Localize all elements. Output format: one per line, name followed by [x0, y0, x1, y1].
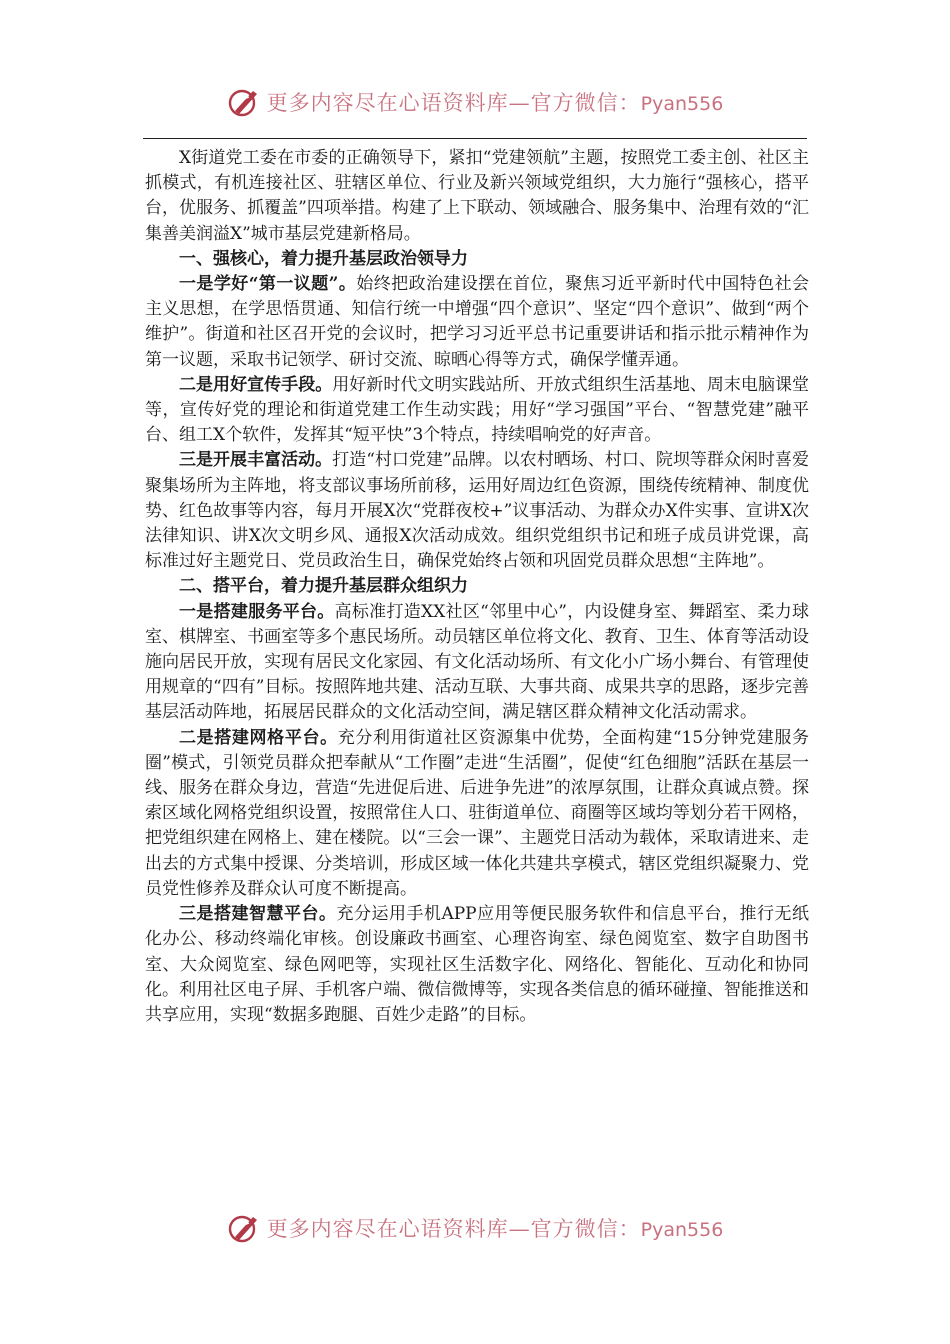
paragraph: [145, 448, 809, 574]
wechat-id: Pyan556: [640, 1219, 724, 1241]
paragraph-lead: 一是搭建服务平台。: [179, 601, 335, 622]
paragraph-lead: 三是开展丰富活动。: [179, 450, 333, 471]
paragraph: [145, 902, 809, 1028]
banner-text: 更多内容尽在心语资料库—官方微信：Pyan556: [266, 91, 724, 115]
paragraph: [145, 600, 809, 726]
pen-logo-icon: [227, 85, 261, 119]
paragraph-text: 高标准打造XX社区“邻里中心”，内设健身室、舞蹈室、柔力球室、棋牌室、书画室等多个惠民场所。动员辖区单位将文化、教育、卫生、体育等活动设施向居民开放，实现有居民文化家园、有文化活动场所、有文化小广场小舞台、有管理使用规章的“四有”目标。按照阵地共建、活动互联、大事共商、成果共享的思路，逐步完善基层活动阵地，拓展居民群众的文化活动空间，满足辖区群众精神文化活动需求。: [145, 601, 809, 723]
paragraph: [145, 726, 809, 902]
paragraph: [145, 272, 809, 373]
paragraph-lead: 三是搭建智慧平台。: [179, 904, 337, 925]
paragraph-text: 充分运用手机APP应用等便民服务软件和信息平台，推行无纸化办公、移动终端化审核。创设廉政书画室、心理咨询室、绿色阅览室、数字自助图书室、大众阅览室、绿色网吧等，实现社区生活数字化、网络化、智能化、互动化和协同化。利用社区电子屏、手机客户端、微信微博等，实现各类信息的循环碰撞、智能推送和共享应用，实现“数据多跑腿、百姓少走路”的目标。: [145, 904, 810, 1025]
paragraph-text: 充分利用街道社区资源集中优势，全面构建“15分钟党建服务圈”模式，引领党员群众把奉献从“工作圈”走进“生活圈”，促使“红色细胞”活跃在基层一线、服务在群众身边，营造“先进促后进、后进争先进”的浓厚氛围，让群众真诚点赞。探索区域化网格党组织设置，按照常住人口、驻街道单位、商圈等区域均等划分若干网格，把党组织建在网格上、建在楼院。以“三会一课”、主题党日活动为载体，采取请进来、走出去的方式集中授课、分类培训，形成区域一体化共建共享模式，辖区党组织凝聚力、党员党性修养及群众认可度不断提高。: [145, 727, 810, 899]
paragraph-lead: 二是用好宣传手段。: [179, 374, 333, 395]
paragraph-lead: 二是搭建网格平台。: [179, 727, 338, 748]
header-banner: [0, 82, 950, 122]
paragraph-text: 打造“村口党建”品牌。以农村晒场、村口、院坝等群众闲时喜爱聚集场所为主阵地，将支部议事场所前移，运用好周边红色资源，围绕传统精神、制度优势、红色故事等内容，每月开展X次“党群夜校+”议事活动、为群众办X件实事、宣讲X次法律知识、讲X次文明乡风、通报X次活动成效。组织党组织书记和班子成员讲党课，高标准过好主题党日、党员政治生日，确保党始终占领和巩固党员群众思想“主阵地”。: [145, 450, 809, 572]
paragraph: [145, 373, 809, 449]
intro-paragraph: X街道党工委在市委的正确领导下，紧扣“党建领航”主题，按照党工委主创、社区主抓模式，有机连接社区、驻辖区单位、行业及新兴领域党组织，大力施行“强核心，搭平台，优服务、抓覆盖”四项举措。构建了上下联动、领域融合、服务集中、治理有效的“汇集善美润溢X”城市基层党建新格局。: [145, 148, 809, 244]
pen-logo-icon: [227, 1211, 261, 1245]
header-divider: [143, 138, 807, 139]
section-heading: 一、强核心，着力提升基层政治领导力: [179, 248, 468, 269]
banner-text: 更多内容尽在心语资料库—官方微信：Pyan556: [266, 1217, 724, 1241]
wechat-id: Pyan556: [640, 93, 724, 115]
footer-banner: [0, 1208, 950, 1248]
section-heading: 二、搭平台，着力提升基层群众组织力: [179, 576, 468, 597]
document-body: [145, 146, 809, 1028]
paragraph-text: 始终把政治建设摆在首位，聚焦习近平新时代中国特色社会主义思想，在学思悟贯通、知信行统一中增强“四个意识”、坚定“四个意识”、做到“两个维护”。街道和社区召开党的会议时，把学习习近平总书记重要讲话和指示批示精神作为第一议题，采取书记领学、研讨交流、晾晒心得等方式，确保学懂弄通。: [145, 274, 810, 370]
paragraph-lead: 一是学好“第一议题”。: [179, 274, 357, 295]
paragraph-text: 用好新时代文明实践站所、开放式组织生活基地、周末电脑课堂等，宣传好党的理论和街道党建工作生动实践；用好“学习强国”平台、“智慧党建”融平台、组工X个软件，发挥其“短平快”3个特点，持续唱响党的好声音。: [145, 374, 809, 446]
